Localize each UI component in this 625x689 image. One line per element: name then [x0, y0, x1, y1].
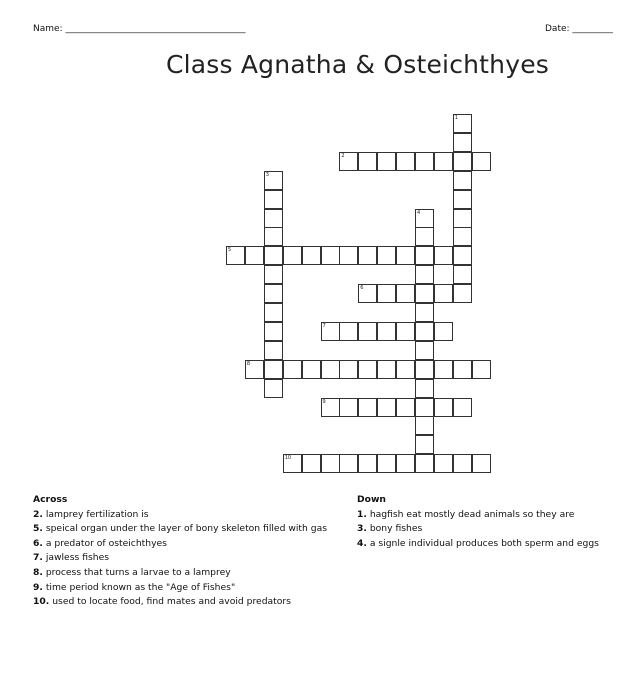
grid-cell[interactable]: [339, 322, 358, 341]
grid-cell[interactable]: [264, 360, 283, 379]
grid-cell[interactable]: [377, 246, 396, 265]
down-heading: Down: [357, 494, 386, 505]
grid-cell[interactable]: [415, 246, 434, 265]
grid-cell[interactable]: [339, 360, 358, 379]
down-clue: 3. bony fishes: [357, 523, 423, 535]
grid-cell[interactable]: [396, 454, 415, 473]
grid-cell[interactable]: [358, 152, 377, 171]
grid-cell[interactable]: [396, 152, 415, 171]
grid-cell[interactable]: [321, 454, 340, 473]
across-clue: 10. used to locate food, find mates and avoid predators: [33, 596, 291, 608]
grid-cell[interactable]: [264, 303, 283, 322]
grid-cell[interactable]: [472, 454, 491, 473]
grid-cell[interactable]: [453, 227, 472, 246]
across-heading: Across: [33, 494, 68, 505]
grid-cell[interactable]: [377, 284, 396, 303]
grid-cell[interactable]: [339, 246, 358, 265]
across-clue: 2. lamprey fertilization is: [33, 508, 149, 520]
grid-cell[interactable]: [434, 398, 453, 417]
grid-cell[interactable]: [396, 246, 415, 265]
grid-cell[interactable]: [377, 322, 396, 341]
grid-cell[interactable]: [415, 398, 434, 417]
grid-cell[interactable]: [339, 398, 358, 417]
grid-cell[interactable]: [434, 152, 453, 171]
grid-cell[interactable]: [453, 190, 472, 209]
grid-cell[interactable]: [396, 284, 415, 303]
grid-cell[interactable]: [434, 454, 453, 473]
across-clue: 9. time period known as the "Age of Fishes": [33, 581, 236, 593]
grid-cell[interactable]: [358, 398, 377, 417]
grid-cell[interactable]: [321, 246, 340, 265]
grid-cell[interactable]: [302, 454, 321, 473]
grid-cell[interactable]: [321, 360, 340, 379]
grid-cell[interactable]: [453, 265, 472, 284]
grid-cell[interactable]: [358, 454, 377, 473]
grid-cell[interactable]: [453, 246, 472, 265]
down-clue: 4. a signle individual produces both sperm and eggs: [357, 537, 599, 549]
grid-cell[interactable]: [434, 246, 453, 265]
clue-number-marker: 6: [360, 285, 364, 292]
grid-cell[interactable]: [415, 435, 434, 454]
grid-cell[interactable]: [415, 227, 434, 246]
grid-cell[interactable]: [415, 322, 434, 341]
grid-cell[interactable]: [453, 152, 472, 171]
across-clue: 6. a predator of osteichthyes: [33, 537, 167, 549]
grid-cell[interactable]: [302, 246, 321, 265]
grid-cell[interactable]: [434, 360, 453, 379]
clue-number-marker: 3: [265, 171, 269, 178]
clue-number-marker: 10: [284, 455, 292, 462]
grid-cell[interactable]: [472, 360, 491, 379]
down-clue: 1. hagfish eat mostly dead animals so they are: [357, 508, 575, 520]
across-clues: [33, 493, 327, 610]
grid-cell[interactable]: [264, 190, 283, 209]
grid-cell[interactable]: [396, 322, 415, 341]
clue-number-marker: 4: [417, 209, 421, 216]
grid-cell[interactable]: [453, 133, 472, 152]
name-field-label: Name: ________________________________________: [33, 24, 246, 34]
grid-cell[interactable]: [245, 246, 264, 265]
grid-cell[interactable]: [377, 454, 396, 473]
clue-number-marker: 2: [341, 152, 345, 159]
grid-cell[interactable]: [415, 379, 434, 398]
grid-cell[interactable]: [434, 284, 453, 303]
clue-number-marker: 1: [454, 115, 458, 121]
page-title: Class Agnatha & Osteichthyes: [165, 50, 550, 79]
grid-cell[interactable]: [264, 341, 283, 360]
grid-cell[interactable]: [358, 360, 377, 379]
grid-cell[interactable]: [453, 398, 472, 417]
grid-cell[interactable]: [453, 454, 472, 473]
across-clue: 7. jawless fishes: [33, 552, 110, 564]
grid-cell[interactable]: [415, 360, 434, 379]
across-clue: 5. speical organ under the layer of bony skeleton filled with gas: [33, 523, 327, 535]
grid-cell[interactable]: [396, 360, 415, 379]
grid-cell[interactable]: [415, 303, 434, 322]
grid-cell[interactable]: [453, 360, 472, 379]
clue-number-marker: 9: [322, 398, 326, 405]
grid-cell[interactable]: [415, 341, 434, 360]
grid-cell[interactable]: [283, 246, 302, 265]
grid-cell[interactable]: [415, 152, 434, 171]
grid-cell[interactable]: [302, 360, 321, 379]
grid-cell[interactable]: [264, 379, 283, 398]
grid-cell[interactable]: [264, 227, 283, 246]
grid-cell[interactable]: [434, 322, 453, 341]
grid-cell[interactable]: [453, 171, 472, 190]
grid-cell[interactable]: [264, 284, 283, 303]
grid-cell[interactable]: [264, 322, 283, 341]
down-clues: [357, 493, 599, 551]
across-clue: 8. process that turns a larvae to a lamprey: [33, 566, 231, 578]
grid-cell[interactable]: [339, 454, 358, 473]
grid-cell[interactable]: [453, 209, 472, 228]
grid-cell[interactable]: [472, 152, 491, 171]
grid-cell[interactable]: [396, 398, 415, 417]
grid-cell[interactable]: [377, 398, 396, 417]
grid-cell[interactable]: [377, 360, 396, 379]
clue-number-marker: 5: [228, 247, 232, 254]
clue-number-marker: 8: [246, 360, 251, 367]
grid-cell[interactable]: [377, 152, 396, 171]
grid-cell[interactable]: [358, 246, 377, 265]
grid-cell[interactable]: [283, 360, 302, 379]
clue-number-marker: 7: [322, 322, 326, 329]
grid-cell[interactable]: [358, 322, 377, 341]
grid-cell[interactable]: [415, 416, 434, 435]
grid-cell[interactable]: [453, 284, 472, 303]
grid-cell[interactable]: [415, 454, 434, 473]
grid-cell[interactable]: [415, 284, 434, 303]
grid-cell[interactable]: [264, 209, 283, 228]
date-field-label: Date: _________: [545, 24, 613, 34]
grid-cell[interactable]: [264, 246, 283, 265]
grid-cell[interactable]: [415, 265, 434, 284]
grid-cell[interactable]: [264, 265, 283, 284]
